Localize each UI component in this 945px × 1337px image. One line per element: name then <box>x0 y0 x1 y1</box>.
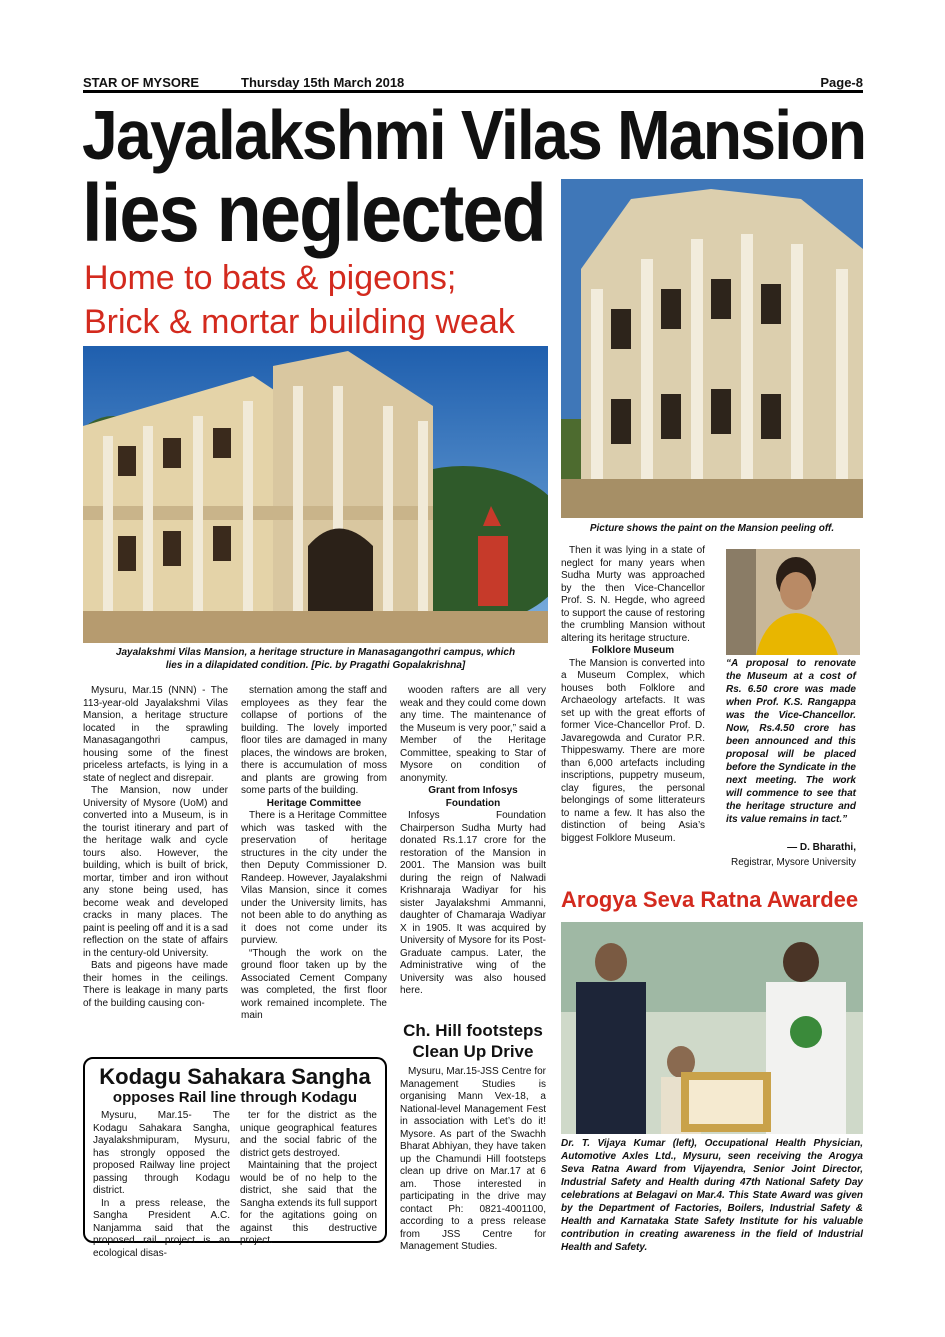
main-caption-line-1: Jayalakshmi Vilas Mansion, a heritage structure in Manasagangothri campus, which <box>115 647 516 658</box>
ch-hill-story <box>400 1020 546 1254</box>
ch-hill-body: Mysuru, Mar.15-JSS Centre for Management Studies is organising Mann Vex-18, a National-level Management Fest in association with Let’s do it! Mysore. As part of the Swachh Bharat Abhiyan, they have taken up the Chamundi Hill footsteps clean up drive on Mar.17 at 6 am. Those interested in participating in the drive may contact Ph: 0821-4001100, according to a press release from JSS Centre for Management Studies. <box>400 1066 546 1252</box>
main-caption-line-2: lies in a dilapidated condition. <box>165 660 309 671</box>
award-caption: Dr. T. Vijaya Kumar (left), Occupational Health Physician, Automotive Axles Ltd., Mysuru, seen receiving the Arogya Seva Ratna Award from Vijayendra, Senior Joint Director, Industrial Safety and Health during 47th National Safety Day celebrations at Belagavi on Mar.4. This State Award was given by the Department of Factories, Boilers, Industrial Safety & Health and Karnataka State Safety Institute for his valuable contribution in creating awareness in the field of Industrial Health and Safety. <box>561 1138 863 1253</box>
article-column-2 <box>241 685 387 1023</box>
headline-line-1: Jayalakshmi Vilas Mansion <box>82 96 866 174</box>
deck-line-1: Home to bats & pigeons; <box>84 259 457 297</box>
award-photo <box>561 922 863 1134</box>
article-paragraph: Bats and pigeons have made their homes in the ceilings. There is leakage in many parts of the building causing con- <box>83 960 228 1009</box>
photo-credit: [Pic. by Pragathi Gopalakrishna] <box>311 660 466 671</box>
ch-hill-title-2: Clean Up Drive <box>412 1042 534 1061</box>
main-photo-caption <box>83 646 548 672</box>
ch-hill-title-1: Ch. Hill footsteps <box>403 1021 543 1040</box>
kodagu-paragraph: ter for the district as the unique geographical features and the social fabric of the district gets destroyed. <box>240 1110 377 1159</box>
page-number: Page-8 <box>820 75 863 90</box>
kodagu-column-2 <box>240 1110 377 1260</box>
kodagu-column-1 <box>93 1110 230 1260</box>
article-paragraph: wooden rafters are all very weak and they could come down any time. The maintenance of the Museum is very poor,” said a Member of the Heritage Committee, speaking to Star of Mysore on condition of anonymity. <box>400 685 546 784</box>
registrar-portrait <box>726 549 860 655</box>
article-paragraph: The Mansion is converted into a Museum Complex, which houses both Folklore and Archaeology artefacts. It was set up with the great efforts of former Vice-Chancellor Prof. D. Javaregowda and Curator P.R. Thippeswamy. There are more than 6,000 artefacts including inscriptions, puppetry museum, clay figures, the personal belongings of some litterateurs to name a few. It has also the distinction of being Asia’s biggest Folklore Museum. <box>561 657 705 844</box>
paper-name: STAR OF MYSORE <box>83 75 200 90</box>
kodagu-paragraph: In a press release, the Sangha President A.C. Nanjamma said that the proposed rail project is an ecological disas- <box>93 1197 230 1259</box>
registrar-quote: “A proposal to renovate the Museum at a cost of Rs. 6.50 crore was made when Prof. K.S. Rangappa was the Vice-Chancellor. Now, Rs.4.50 crore has been announced and this proposal will be placed before the Syndicate in the next meeting. The work will commence to see that the heritage structure and its value remains in tact.” <box>726 658 856 825</box>
mansion-photo <box>83 346 548 643</box>
article-paragraph: The Mansion, now under University of Mysore (UoM) and converted into a Museum, is in the tourist itinerary and part of the heritage walk and cycle tours also. However, the building, which is built of brick, mortar, timber and iron without any stone being used, has become weak and developed cracks in many places. The paint is peeling off and it is a sad reflection on the state of affairs in the century-old University. <box>83 785 228 959</box>
kodagu-subtitle: opposes Rail line through Kodagu <box>112 1089 358 1106</box>
headline-line-2: lies neglected <box>82 168 545 259</box>
article-paragraph: There is a Heritage Committee which was tasked with the preservation of heritage structures in the city under the then Deputy Commissioner D. Randeep. However, Jayalakshmi Vilas Mansion, since it comes under the University limits, has not been able to do anything as it does not come under its purview. <box>241 810 387 946</box>
subhead-heritage-committee: Heritage Committee <box>266 797 362 809</box>
kodagu-paragraph: Maintaining that the project would be of no help to the district, she said that the Sangha extends its full support for the agitations going on against this destructive project. <box>240 1160 377 1246</box>
subhead-infosys-grant: Grant from Infosys Foundation <box>428 785 518 809</box>
article-paragraph: Then it was lying in a state of neglect for many years when Sudha Murty was approached by the then Vice-Chancellor Prof. S. N. Hegde, who agreed to support the cause of restoring the crumbling Mansion without altering its heritage structure. <box>561 545 705 644</box>
masthead <box>83 73 863 93</box>
article-column-4 <box>561 545 705 845</box>
kodagu-story-box <box>83 1057 387 1259</box>
kodagu-title: Kodagu Sahakara Sangha <box>99 1064 371 1089</box>
article-column-1 <box>83 685 228 1010</box>
quote-author-role: Registrar, Mysore University <box>730 857 856 868</box>
deck-line-2: Brick & mortar building weak <box>84 303 515 341</box>
article-paragraph: Infosys Foundation Chairperson Sudha Murty had donated Rs.1.17 crore for the restoration of the Mansion in 2001. The Mansion was built during the reign of Nalwadi Krishnaraja Wadiyar for his sister Jayalakshmi Ammanni, daughter of Chamaraja Wadiyar X in 1905. It was acquired by University of Mysore for its Post-Graduate campus. Later, the Administrative wing of the University was also housed here. <box>400 810 546 996</box>
article-paragraph: sternation among the staff and employees as they fear the collapse of portions of the building. The lovely imported floor tiles are damaged in many places, the windows are broken, there is accumulation of moss and plants are growing from some parts of the building. <box>241 685 387 796</box>
quote-author: — D. Bharathi, <box>787 842 856 853</box>
article-column-3 <box>400 685 546 998</box>
issue-date: Thursday 15th March 2018 <box>241 75 405 90</box>
subhead-folklore-museum: Folklore Museum <box>591 645 675 656</box>
peeling-paint-photo <box>561 179 863 518</box>
article-paragraph: Mysuru, Mar.15 (NNN) - The 113-year-old Jayalakshmi Vilas Mansion, a heritage structure located in the sprawling Manasagangothri campus, housing some of the finest priceless artefacts, is lying in a state of neglect and disrepair. <box>83 685 228 784</box>
right-photo-caption: Picture shows the paint on the Mansion peeling off. <box>589 523 835 534</box>
article-paragraph: “Though the work on the ground floor taken up by the Associated Cement Company was completed, the first floor work remained incomplete. The main <box>241 947 387 1021</box>
award-title: Arogya Seva Ratna Awardee <box>561 887 859 912</box>
kodagu-paragraph: Mysuru, Mar.15- The Kodagu Sahakara Sangha, Jayalakshmipuram, Mysuru, has strongly opposed the proposed Railway line project passing through Kodagu district. <box>93 1110 230 1196</box>
